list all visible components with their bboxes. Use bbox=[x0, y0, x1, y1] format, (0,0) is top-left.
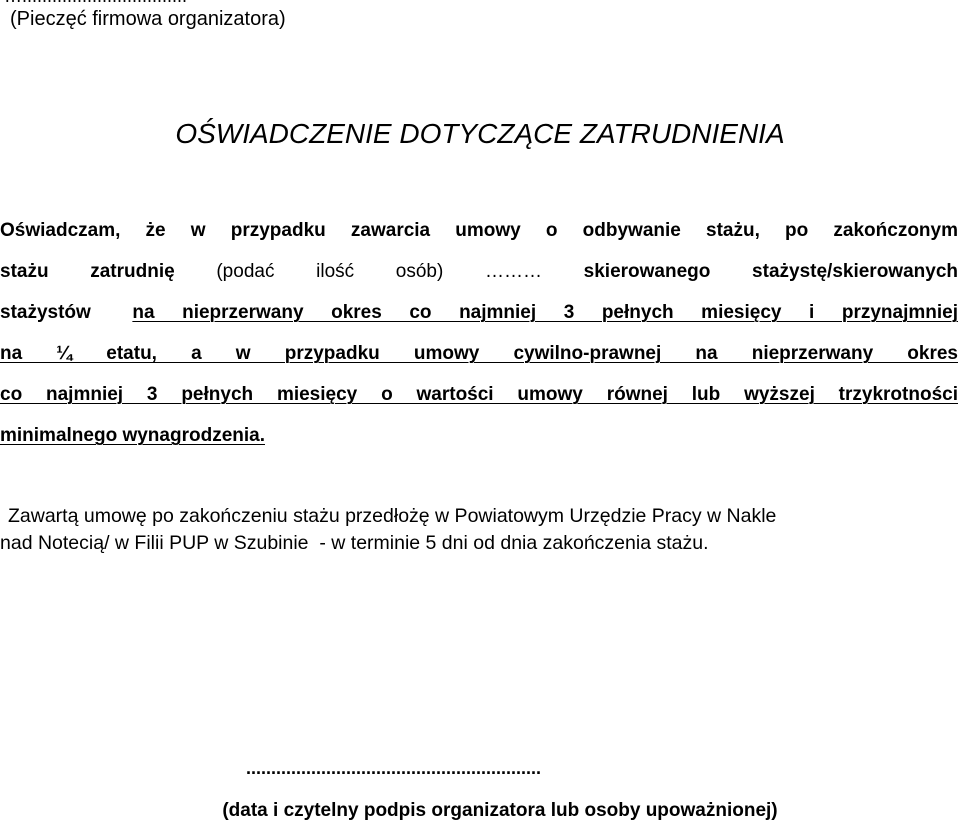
stamp-placeholder-line bbox=[4, 0, 187, 7]
signature-label: (data i czytelny podpis organizatora lub osoby upoważnionej) bbox=[222, 800, 778, 821]
paragraph1-line2-part-a: stażu zatrudnię bbox=[0, 261, 175, 282]
paragraph1-line1 bbox=[0, 220, 958, 242]
paragraph1-line6-text: minimalnego wynagrodzenia. bbox=[0, 425, 265, 446]
paragraph1-line3 bbox=[0, 302, 958, 324]
paragraph1-line5-text: co najmniej 3 pełnych miesięcy o wartości umowy równej lub wyższej trzykrotności bbox=[0, 384, 958, 405]
stamp-label: (Pieczęć firmowa organizatora) bbox=[10, 8, 286, 30]
paragraph1-line1-text: Oświadczam, że w przypadku zawarcia umowy o odbywanie stażu, po zakończonym bbox=[0, 220, 958, 241]
paragraph1-line5 bbox=[0, 384, 958, 406]
paragraph1-line4 bbox=[0, 343, 958, 365]
document-title: OŚWIADCZENIE DOTYCZĄCE ZATRUDNIENIA bbox=[175, 118, 785, 149]
paragraph1-line4-text: na ¼ etatu, a w przypadku umowy cywilno-prawnej na nieprzerwany okres bbox=[0, 343, 958, 364]
paragraph1-line2-part-c: skierowanego stażystę/skierowanych bbox=[583, 261, 958, 282]
signature-line: ........................................................... bbox=[246, 758, 542, 778]
paragraph1-line3-part-a: stażystów bbox=[0, 302, 91, 323]
paragraph2-line2: nad Notecią/ w Filii PUP w Szubinie - w terminie 5 dni od dnia zakończenia stażu. bbox=[0, 532, 709, 554]
paragraph2-line1: Zawartą umowę po zakończeniu stażu przedłożę w Powiatowym Urzędzie Pracy w Nakle bbox=[8, 505, 777, 527]
paragraph1-line2 bbox=[0, 261, 958, 283]
paragraph1-line3-part-b: na nieprzerwany okres co najmniej 3 pełnych miesięcy i przynajmniej bbox=[132, 302, 958, 323]
headcount-fill-in: (podać ilość osób) ……… bbox=[216, 261, 542, 282]
paragraph1-line6 bbox=[0, 425, 958, 447]
